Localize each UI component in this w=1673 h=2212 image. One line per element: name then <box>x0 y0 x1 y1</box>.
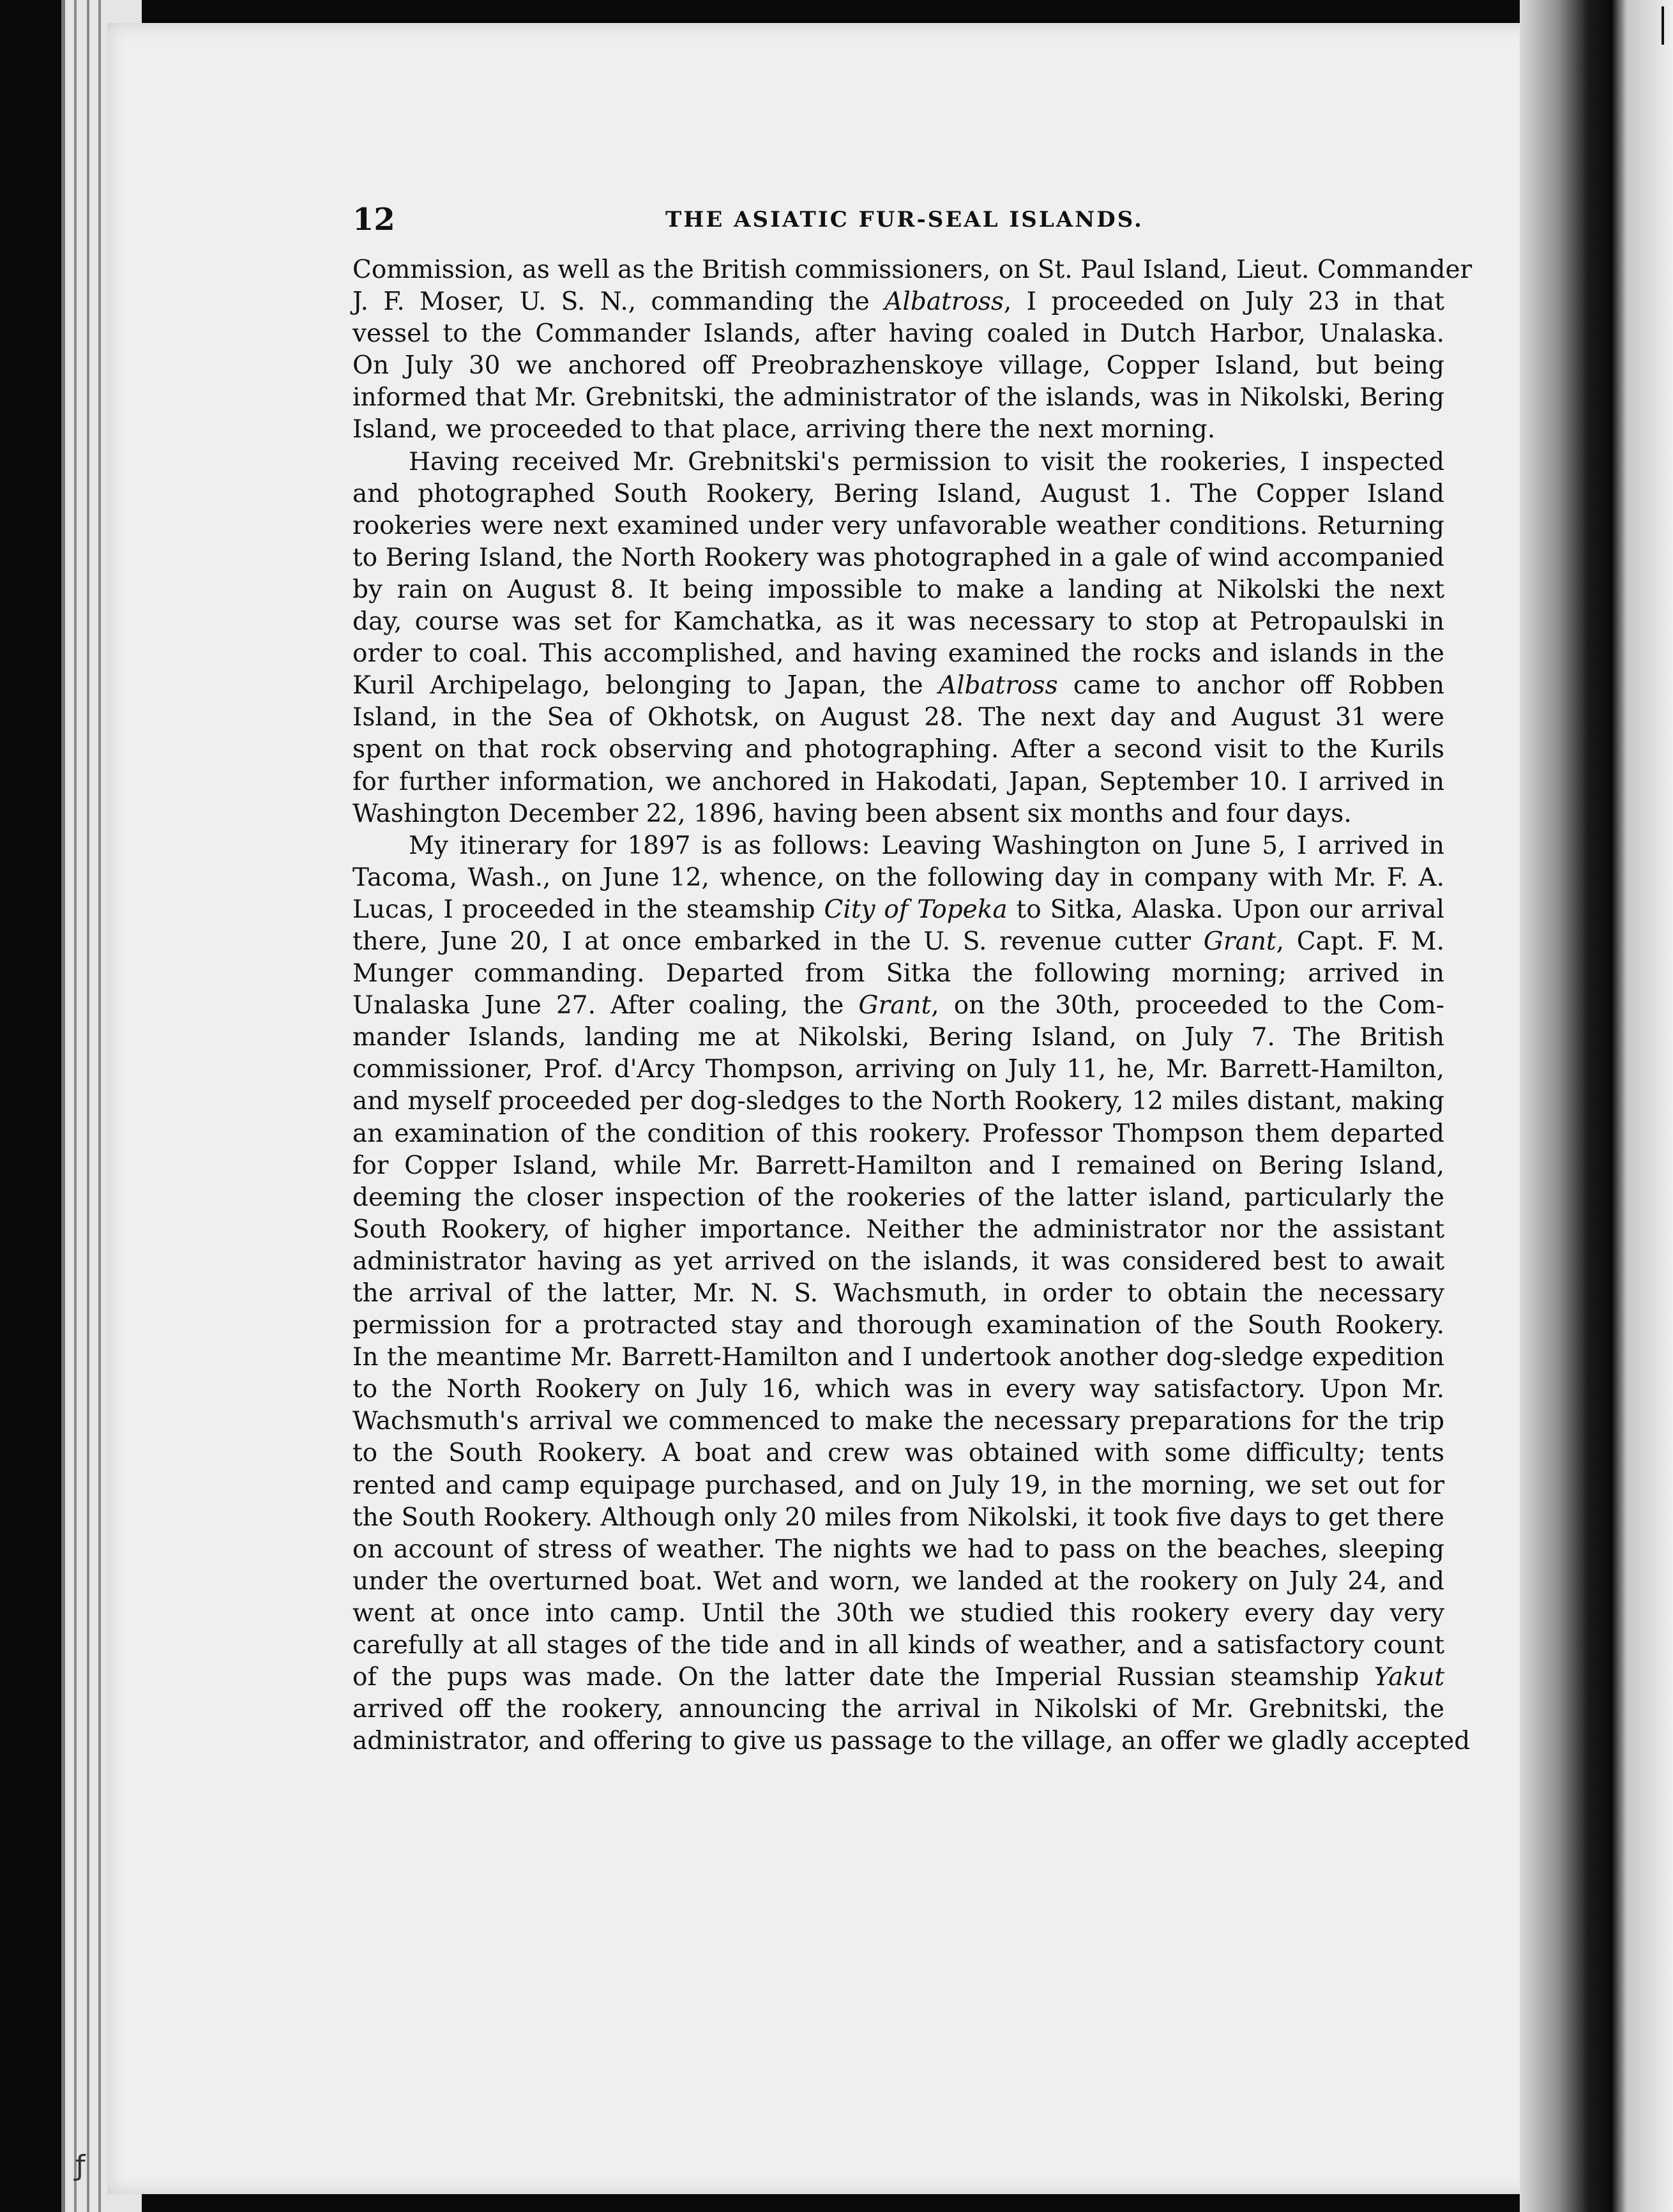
text-line: rookeries were next examined under very unfavorable weather conditions. Returning <box>352 511 1444 540</box>
text-line: there, June 20, I at once embarked in the U. S. revenue cutter Grant, Capt. F. M. <box>352 927 1444 956</box>
text-line: and myself proceeded per dog-sledges to the North Rookery, 12 miles distant, making <box>352 1087 1444 1116</box>
text-line: Commission, as well as the British commissioners, on St. Paul Island, Lieut. Commander <box>352 255 1472 284</box>
text-line: for Copper Island, while Mr. Barrett-Hamilton and I remained on Bering Island, <box>352 1151 1444 1180</box>
text-line: administrator, and offering to give us passage to the village, an offer we gladly accepted <box>352 1727 1471 1756</box>
text-line: order to coal. This accomplished, and having examined the rocks and islands in the <box>352 639 1444 669</box>
text-line: Unalaska June 27. After coaling, the Grant, on the 30th, proceeded to the Com- <box>352 991 1444 1020</box>
text-line: permission for a protracted stay and thorough examination of the South Rookery. <box>352 1311 1444 1340</box>
text-line: Kuril Archipelago, belonging to Japan, the Albatross came to anchor off Robben <box>352 671 1445 701</box>
text-line: deeming the closer inspection of the rookeries of the latter island, particularly the <box>352 1183 1444 1212</box>
text-line: My itinerary for 1897 is as follows: Leaving Washington on June 5, I arrived in <box>409 831 1444 860</box>
page-edge-line <box>87 0 89 2212</box>
text-line: to Bering Island, the North Rookery was photographed in a gale of wind accompanied <box>352 543 1444 572</box>
text-line: of the pups was made. On the latter date the Imperial Russian steamship Yakut <box>352 1663 1444 1692</box>
page-edge-line <box>98 0 101 2212</box>
page-number: 12 <box>352 202 395 238</box>
text-line: arrived off the rookery, announcing the arrival in Nikolski of Mr. Grebnitski, the <box>352 1695 1444 1724</box>
text-line: by rain on August 8. It being impossible to make a landing at Nikolski the next <box>352 575 1444 604</box>
text-line: Island, we proceeded to that place, arriving there the next morning. <box>352 415 1216 444</box>
text-line: spent on that rock observing and photographing. After a second visit to the Kurils <box>352 735 1444 764</box>
text-line: went at once into camp. Until the 30th we studied this rookery every day very <box>352 1598 1444 1628</box>
text-line: Munger commanding. Departed from Sitka the following morning; arrived in <box>352 959 1444 989</box>
text-line: In the meantime Mr. Barrett-Hamilton and I undertook another dog-sledge expedition <box>352 1343 1444 1372</box>
text-line: Wachsmuth's arrival we commenced to make the necessary preparations for the trip <box>352 1407 1444 1436</box>
text-line: an examination of the condition of this rookery. Professor Thompson them departed <box>352 1119 1444 1148</box>
page-header <box>352 202 1444 246</box>
text-line: rented and camp equipage purchased, and on July 19, in the morning, we set out for <box>352 1471 1444 1500</box>
binding-shadow <box>1520 0 1673 2212</box>
text-line: Having received Mr. Grebnitski's permission to visit the rookeries, I inspected <box>409 447 1444 476</box>
text-line: the South Rookery. Although only 20 miles from Nikolski, it took five days to get there <box>352 1503 1444 1532</box>
text-line: under the overturned boat. Wet and worn, we landed at the rookery on July 24, and <box>352 1566 1444 1596</box>
text-line: to the South Rookery. A boat and crew was obtained with some difficulty; tents <box>352 1439 1444 1468</box>
corner-mark <box>1662 6 1672 45</box>
text-line: for further information, we anchored in Hakodati, Japan, September 10. I arrived in <box>352 767 1444 796</box>
text-line: On July 30 we anchored off Preobrazhenskoye village, Copper Island, but being <box>352 351 1444 381</box>
body-text <box>352 254 1472 1757</box>
text-line: on account of stress of weather. The nights we had to pass on the beaches, sleeping <box>352 1534 1444 1564</box>
text-line: Washington December 22, 1896, having been absent six months and four days. <box>352 799 1352 828</box>
text-line: Island, in the Sea of Okhotsk, on August 28. The next day and August 31 were <box>352 703 1444 732</box>
text-line: carefully at all stages of the tide and in all kinds of weather, and a satisfactory count <box>352 1631 1444 1660</box>
text-line: J. F. Moser, U. S. N., commanding the Albatross, I proceeded on July 23 in that <box>352 287 1444 317</box>
text-line: commissioner, Prof. d'Arcy Thompson, arriving on July 11, he, Mr. Barrett-Hamilton, <box>352 1055 1444 1084</box>
text-line: administrator having as yet arrived on the islands, it was considered best to await <box>352 1246 1444 1276</box>
text-line: day, course was set for Kamchatka, as it was necessary to stop at Petropaulski in <box>352 607 1444 637</box>
page-edge-line <box>74 0 77 2212</box>
text-line: South Rookery, of higher importance. Neither the administrator nor the assistant <box>352 1215 1444 1244</box>
text-line: informed that Mr. Grebnitski, the administrator of the islands, was in Nikolski, Bering <box>352 383 1444 413</box>
text-line: vessel to the Commander Islands, after having coaled in Dutch Harbor, Unalaska. <box>352 319 1444 349</box>
text-line: mander Islands, landing me at Nikolski, Bering Island, on July 7. The British <box>352 1023 1444 1052</box>
running-title: THE ASIATIC FUR-SEAL ISLANDS. <box>665 207 1144 232</box>
corner-glyph: ƒ <box>75 2149 86 2182</box>
text-line: and photographed South Rookery, Bering Island, August 1. The Copper Island <box>352 479 1444 508</box>
text-line: Tacoma, Wash., on June 12, whence, on the following day in company with Mr. F. A. <box>352 863 1444 892</box>
text-line: Lucas, I proceeded in the steamship City of Topeka to Sitka, Alaska. Upon our arrival <box>352 895 1444 924</box>
text-line: to the North Rookery on July 16, which was in every way satisfactory. Upon Mr. <box>352 1375 1444 1404</box>
text-line: the arrival of the latter, Mr. N. S. Wachsmuth, in order to obtain the necessary <box>352 1279 1444 1308</box>
